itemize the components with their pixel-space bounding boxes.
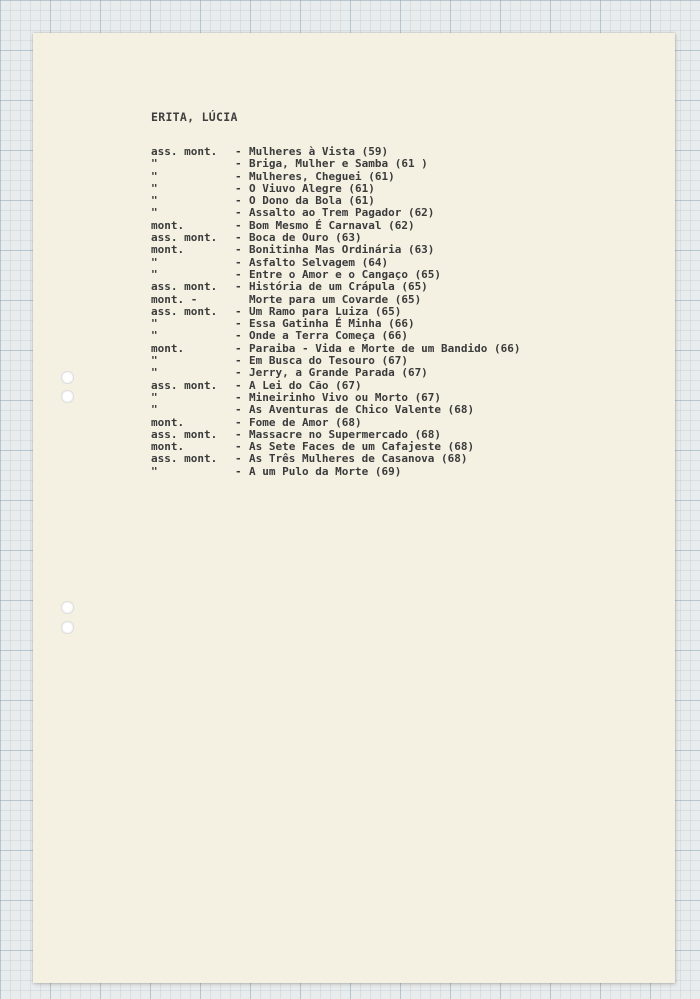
entry-role: ass. mont. — [151, 452, 218, 466]
entry-dash: - — [235, 452, 242, 466]
entry-title: O Viuvo Alegre (61) — [249, 181, 375, 195]
entry-dash: - — [235, 464, 242, 478]
entry-title: Fome de Amor (68) — [249, 415, 362, 429]
entry-role: mont. — [151, 341, 185, 355]
entry-role: " — [151, 317, 158, 331]
entry-role: mont. — [151, 415, 185, 429]
entry-title: Mulheres à Vista (59) — [249, 145, 389, 158]
entry-role: " — [151, 329, 158, 343]
entry-role: " — [151, 267, 158, 281]
entry-title: A Lei do Cão (67) — [249, 378, 362, 392]
punch-hole — [61, 390, 74, 403]
punch-hole — [61, 621, 74, 634]
entry-dash: - — [235, 427, 242, 441]
entry-title: Em Busca do Tesouro (67) — [249, 354, 408, 368]
entry-title: Entre o Amor e o Cangaço (65) — [249, 267, 442, 281]
entry-role: " — [151, 169, 158, 183]
entry-title: Um Ramo para Luiza (65) — [249, 304, 402, 318]
entry-title: As Aventuras de Chico Valente (68) — [249, 403, 475, 417]
entry-title: O Dono da Bola (61) — [249, 194, 375, 208]
entry-title: Assalto ao Trem Pagador (62) — [249, 206, 435, 220]
entry-title: Morte para um Covarde (65) — [249, 292, 422, 306]
entry-dash: - — [235, 231, 242, 245]
entry-dash: - — [235, 194, 242, 208]
entry-title: Briga, Mulher e Samba (61 ) — [249, 157, 428, 171]
entry-dash: - — [235, 206, 242, 220]
entry-role: ass. mont. — [151, 304, 218, 318]
document-sheet — [33, 33, 675, 983]
entry-title: Bonitinha Mas Ordinária (63) — [249, 243, 435, 257]
entry-role: " — [151, 194, 158, 208]
entry-title: As Sete Faces de um Cafajeste (68) — [249, 440, 475, 454]
entry-role: " — [151, 157, 158, 171]
entry-title: Onde a Terra Começa (66) — [249, 329, 408, 343]
entry-role: mont. — [151, 218, 185, 232]
entry-role: " — [151, 255, 158, 269]
entry-title: Asfalto Selvagem (64) — [249, 255, 389, 269]
entry-role: " — [151, 181, 158, 195]
entry-role: " — [151, 390, 158, 404]
entry-dash: - — [235, 403, 242, 417]
entry-dash: - — [235, 145, 242, 158]
entry-dash: - — [235, 390, 242, 404]
entry-dash: - — [235, 378, 242, 392]
entry-role: ass. mont. — [151, 427, 218, 441]
entry-dash: - — [235, 341, 242, 355]
entry-title: A um Pulo da Morte (69) — [249, 464, 402, 478]
entry-role: ass. mont. — [151, 378, 218, 392]
entry-title: Mineirinho Vivo ou Morto (67) — [249, 390, 442, 404]
entry-title: Mulheres, Cheguei (61) — [249, 169, 395, 183]
entry-role: " — [151, 464, 158, 478]
entry-title: Massacre no Supermercado (68) — [249, 427, 442, 441]
entry-role: ass. mont. — [151, 231, 218, 245]
entry-title: Bom Mesmo É Carnaval (62) — [249, 218, 415, 232]
entry-role: mont. - — [151, 292, 198, 306]
entry-role: " — [151, 366, 158, 380]
entry-title: Essa Gatinha É Minha (66) — [249, 317, 415, 331]
entry-dash: - — [235, 329, 242, 343]
entry-role: " — [151, 206, 158, 220]
entry-dash: - — [235, 181, 242, 195]
entry-role: " — [151, 354, 158, 368]
entry-title: Paraiba - Vida e Morte de um Bandido (66) — [249, 341, 521, 355]
punch-hole — [61, 371, 74, 384]
entry-title: História de um Crápula (65) — [249, 280, 428, 294]
entry-title: Jerry, a Grande Parada (67) — [249, 366, 428, 380]
entry-dash: - — [235, 243, 242, 257]
entry-dash: - — [235, 317, 242, 331]
entry-role: mont. — [151, 243, 185, 257]
entry-dash: - — [235, 280, 242, 294]
entry-dash: - — [235, 267, 242, 281]
entry-dash: - — [235, 255, 242, 269]
entry-dash: - — [235, 366, 242, 380]
entry-role: ass. mont. — [151, 280, 218, 294]
entry-dash: - — [235, 169, 242, 183]
list-item — [151, 466, 521, 478]
entry-dash: - — [235, 415, 242, 429]
filmography-list — [151, 146, 521, 478]
entry-dash: - — [235, 157, 242, 171]
entry-dash: - — [235, 354, 242, 368]
entry-dash: - — [235, 440, 242, 454]
entry-title: Boca de Ouro (63) — [249, 231, 362, 245]
entry-dash: - — [235, 218, 242, 232]
entry-dash: - — [235, 304, 242, 318]
entry-role: " — [151, 403, 158, 417]
entry-title: As Três Mulheres de Casanova (68) — [249, 452, 468, 466]
punch-hole — [61, 601, 74, 614]
person-name-heading: ERITA, LÚCIA — [151, 110, 238, 124]
entry-role: mont. — [151, 440, 185, 454]
entry-role: ass. mont. — [151, 145, 218, 158]
